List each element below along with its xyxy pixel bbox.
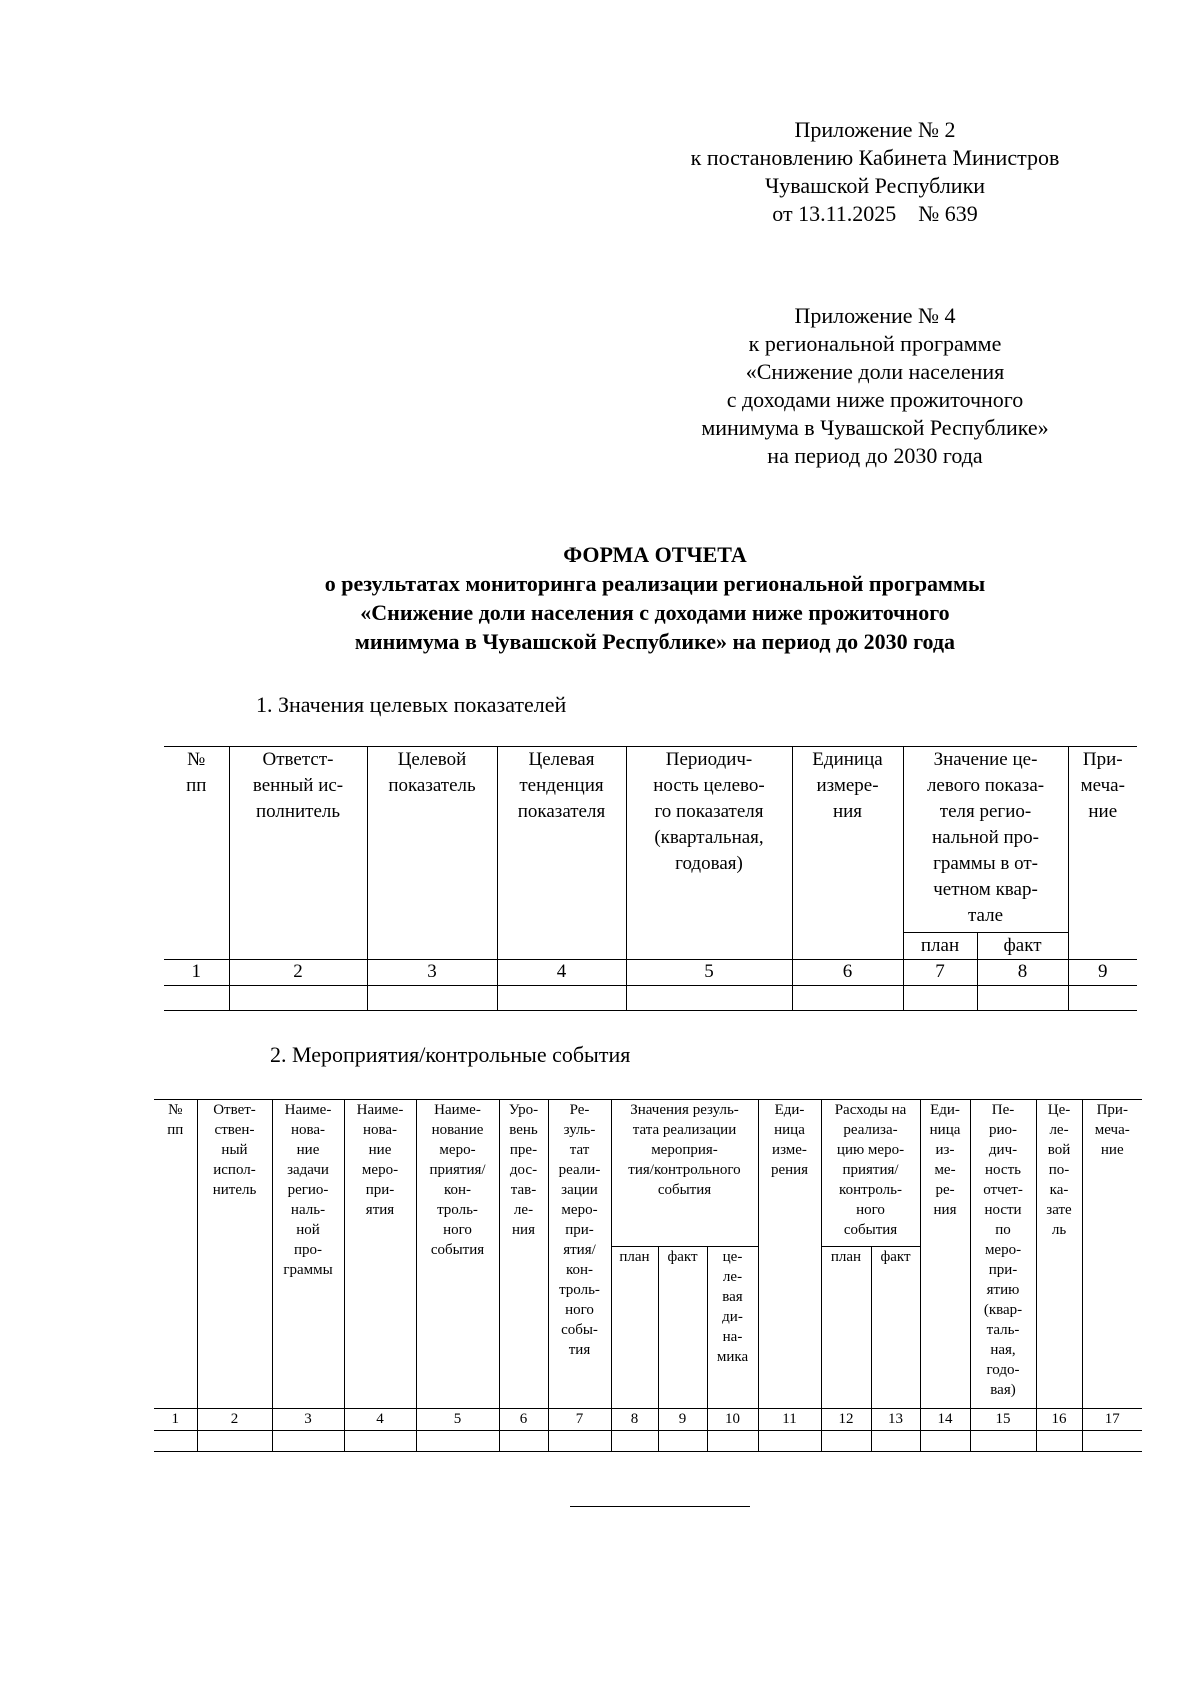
column-number: 16	[1036, 1409, 1082, 1431]
table-cell[interactable]	[970, 1431, 1036, 1452]
header-cell: Расходы на реализа- цию меро- приятия/ контроль- ного события	[821, 1100, 920, 1247]
column-number: 2	[197, 1409, 272, 1431]
title-line: ФОРМА ОТЧЕТА	[563, 542, 747, 567]
column-number: 6	[792, 960, 903, 986]
annex-2-line: к региональной программе	[748, 331, 1002, 356]
section-2-heading: 2. Мероприятия/контрольные события	[270, 1042, 631, 1067]
column-number: 17	[1082, 1409, 1142, 1431]
table-cell[interactable]	[871, 1431, 920, 1452]
table-cell[interactable]	[367, 986, 497, 1011]
annex-2-line: с доходами ниже прожиточного	[726, 387, 1024, 412]
sub-header-cell: план	[611, 1247, 658, 1409]
header-cell: Еди- ница из- ме- ре- ния	[920, 1100, 970, 1409]
table-cell[interactable]	[920, 1431, 970, 1452]
annex-1-line: Приложение № 2	[794, 117, 956, 142]
header-cell: № пп	[154, 1100, 197, 1409]
header-cell: № пп	[164, 747, 229, 960]
header-cell: Наиме- нование меро- приятия/ кон- троль- ного события	[416, 1100, 499, 1409]
header-cell: Наиме- нова- ние меро- при- ятия	[344, 1100, 416, 1409]
table-cell[interactable]	[416, 1431, 499, 1452]
table-cell[interactable]	[1068, 986, 1137, 1011]
column-number: 8	[611, 1409, 658, 1431]
annex-2-line: минимума в Чувашской Республике»	[701, 415, 1049, 440]
sub-header-cell: факт	[977, 933, 1068, 960]
header-cell: Периодич- ность целево- го показателя (квартальная, годовая)	[626, 747, 792, 960]
header-cell: Целевая тенденция показателя	[497, 747, 626, 960]
column-number: 4	[344, 1409, 416, 1431]
column-number: 9	[1068, 960, 1137, 986]
annex-2-line: «Снижение доли населения	[745, 359, 1005, 384]
activities-table	[154, 1099, 1142, 1452]
header-cell: Ответст- венный ис- полнитель	[229, 747, 367, 960]
header-cell: Уро- вень пре- дос- тав- ле- ния	[499, 1100, 548, 1409]
title-line: о результатах мониторинга реализации региональной программы	[324, 571, 986, 596]
header-cell: Значение це- левого показа- теля регио- нальной про- граммы в от- четном квар- тале	[903, 747, 1068, 933]
header-cell: Значения резуль- тата реализации мероприя- тия/контрольного события	[611, 1100, 758, 1247]
column-number: 2	[229, 960, 367, 986]
table-cell[interactable]	[977, 986, 1068, 1011]
annex-1-line: Чувашской Республики	[764, 173, 986, 198]
table-cell[interactable]	[154, 1431, 197, 1452]
header-cell: Единица измере- ния	[792, 747, 903, 960]
column-number: 10	[707, 1409, 758, 1431]
column-number: 13	[871, 1409, 920, 1431]
annex-2-block	[640, 302, 1110, 470]
table-cell[interactable]	[903, 986, 977, 1011]
column-number: 7	[903, 960, 977, 986]
column-number: 11	[758, 1409, 821, 1431]
table-cell[interactable]	[229, 986, 367, 1011]
column-number: 3	[272, 1409, 344, 1431]
column-number: 1	[164, 960, 229, 986]
table-cell[interactable]	[497, 986, 626, 1011]
sub-header-cell: це- ле- вая ди- на- мика	[707, 1247, 758, 1409]
annex-2-line: на период до 2030 года	[767, 443, 983, 468]
column-number: 12	[821, 1409, 871, 1431]
table-cell[interactable]	[792, 986, 903, 1011]
table-cell[interactable]	[821, 1431, 871, 1452]
closing-rule	[570, 1506, 750, 1507]
column-number: 5	[626, 960, 792, 986]
header-cell: При- меча- ние	[1068, 747, 1137, 960]
target-indicators-table	[164, 746, 1137, 1011]
sub-header-cell: план	[903, 933, 977, 960]
table-cell[interactable]	[626, 986, 792, 1011]
title-line: «Снижение доли населения с доходами ниже прожиточного	[360, 600, 950, 625]
column-number: 5	[416, 1409, 499, 1431]
sub-header-cell: план	[821, 1247, 871, 1409]
table-cell[interactable]	[707, 1431, 758, 1452]
table-cell[interactable]	[272, 1431, 344, 1452]
header-cell: Ре- зуль- тат реали- зации меро- при- ятия/ кон- троль- ного собы- тия	[548, 1100, 611, 1409]
table-cell[interactable]	[658, 1431, 707, 1452]
header-cell: Целевой показатель	[367, 747, 497, 960]
table-cell[interactable]	[1036, 1431, 1082, 1452]
column-number: 1	[154, 1409, 197, 1431]
column-number: 9	[658, 1409, 707, 1431]
table-cell[interactable]	[344, 1431, 416, 1452]
section-1-heading: 1. Значения целевых показателей	[256, 692, 567, 717]
column-number: 4	[497, 960, 626, 986]
table-cell[interactable]	[548, 1431, 611, 1452]
table-cell[interactable]	[499, 1431, 548, 1452]
column-number: 15	[970, 1409, 1036, 1431]
column-number: 7	[548, 1409, 611, 1431]
column-number: 6	[499, 1409, 548, 1431]
table-cell[interactable]	[611, 1431, 658, 1452]
table-cell[interactable]	[1082, 1431, 1142, 1452]
header-cell: Наиме- нова- ние задачи регио- наль- ной про- граммы	[272, 1100, 344, 1409]
annex-1-block	[640, 116, 1110, 228]
header-cell: Ответ- ствен- ный испол- нитель	[197, 1100, 272, 1409]
table-cell[interactable]	[197, 1431, 272, 1452]
column-number: 3	[367, 960, 497, 986]
header-cell: Еди- ница изме- рения	[758, 1100, 821, 1409]
title-line: минимума в Чувашской Республике» на период до 2030 года	[354, 629, 956, 654]
document-title	[150, 540, 1160, 656]
header-cell: Пе- рио- дич- ность отчет- ности по меро- при- ятию (квар- таль- ная, годо- вая)	[970, 1100, 1036, 1409]
header-cell: При- меча- ние	[1082, 1100, 1142, 1409]
column-number: 8	[977, 960, 1068, 986]
annex-2-line: Приложение № 4	[794, 303, 956, 328]
annex-1-line: от 13.11.2025 № 639	[772, 201, 978, 226]
annex-1-line: к постановлению Кабинета Министров	[690, 145, 1060, 170]
table-cell[interactable]	[758, 1431, 821, 1452]
column-number: 14	[920, 1409, 970, 1431]
sub-header-cell: факт	[871, 1247, 920, 1409]
header-cell: Це- ле- вой по- ка- зате ль	[1036, 1100, 1082, 1409]
sub-header-cell: факт	[658, 1247, 707, 1409]
table-cell[interactable]	[164, 986, 229, 1011]
